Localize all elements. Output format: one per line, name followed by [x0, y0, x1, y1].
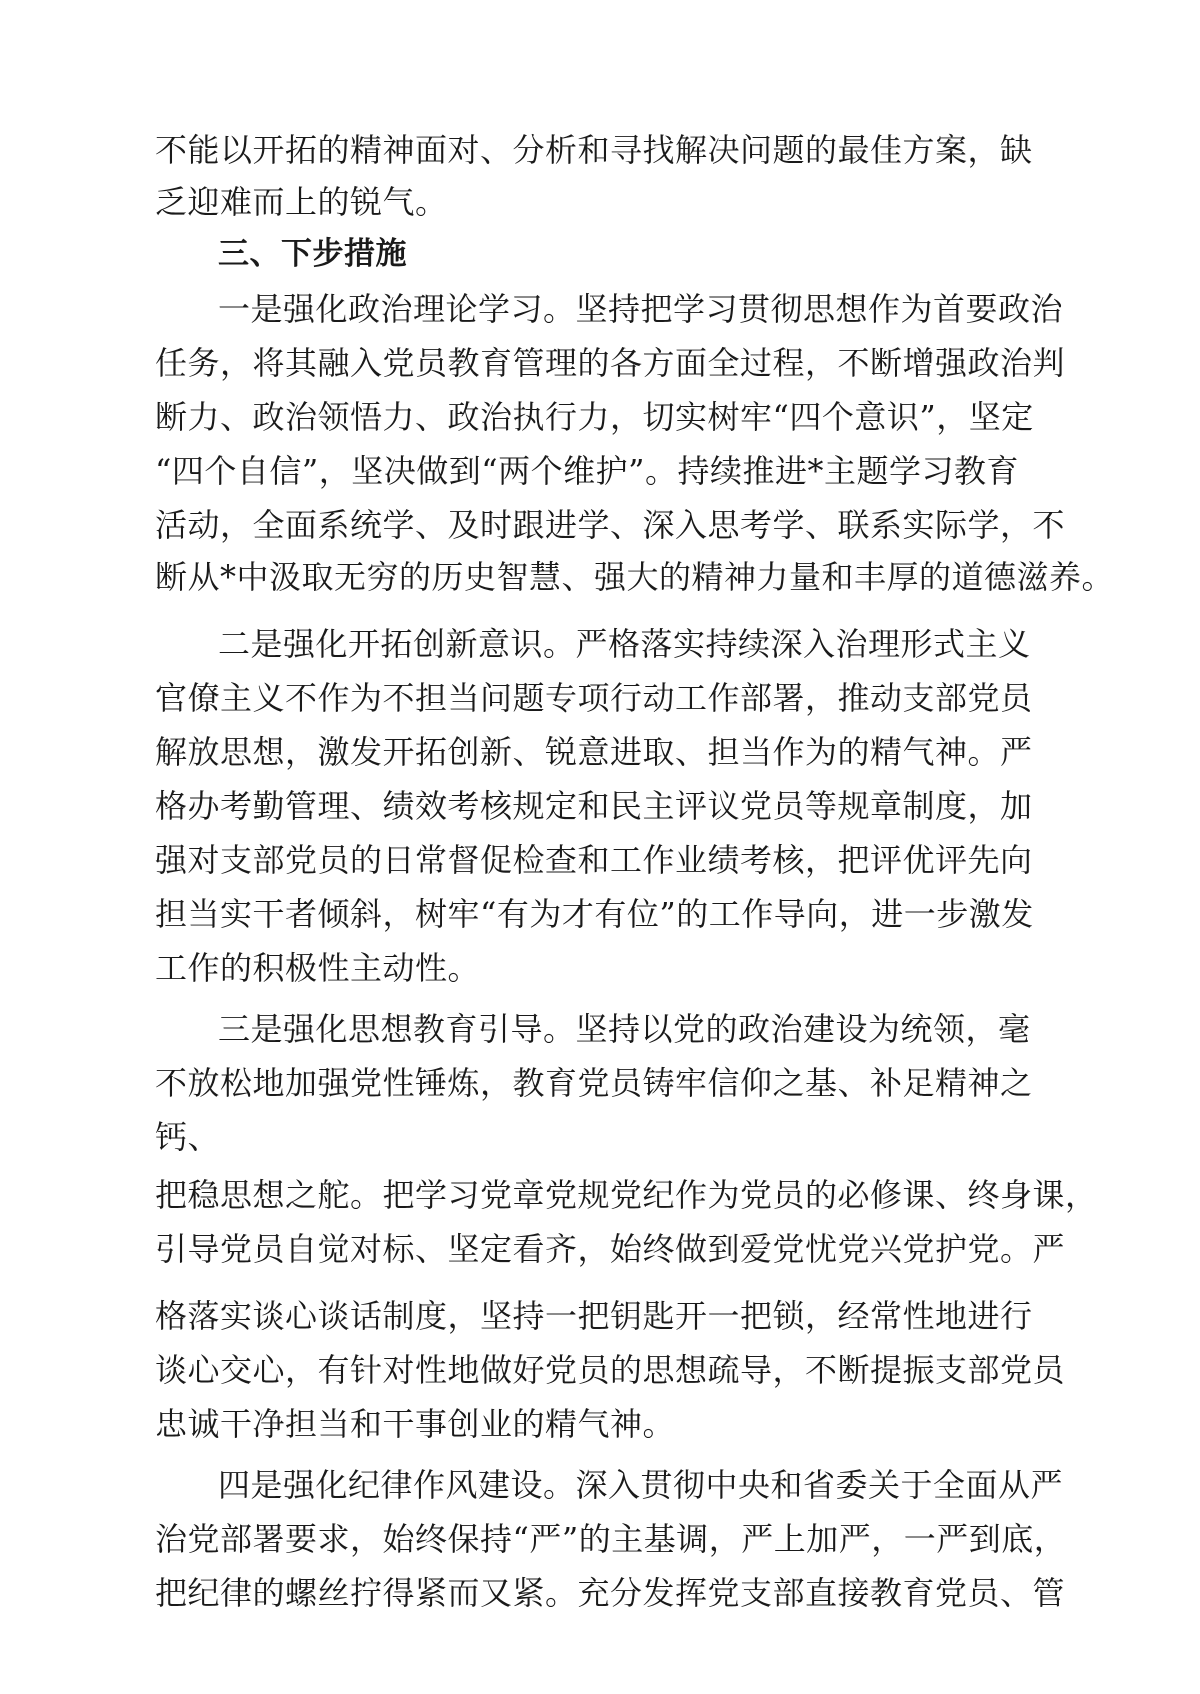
text-line: 格落实谈心谈话制度，坚持一把钥匙开一把锁，经常性地进行: [155, 1297, 1033, 1335]
text-line: 谈心交心，有针对性地做好党员的思想疏导，不断提振支部党员: [155, 1351, 1066, 1389]
text-line: 不能以开拓的精神面对、分析和寻找解决问题的最佳方案，缺: [155, 131, 1033, 169]
paragraph-2-start: 二是强化开拓创新意识。严格落实持续深入治理形式主义: [218, 625, 1031, 663]
paragraph-4-start: 四是强化纪律作风建设。深入贯彻中央和省委关于全面从严: [218, 1466, 1064, 1504]
paragraph-1-start: 一是强化政治理论学习。坚持把学习贯彻思想作为首要政治: [218, 290, 1064, 328]
text-line: 把纪律的螺丝拧得紧而又紧。充分发挥党支部直接教育党员、管: [155, 1574, 1066, 1612]
text-line: 治党部署要求，始终保持“严”的主基调，严上加严，一严到底，: [155, 1520, 1067, 1558]
text-line: 钙、: [155, 1118, 221, 1156]
text-line: 担当实干者倾斜，树牢“有为才有位”的工作导向，进一步激发: [155, 895, 1034, 933]
text-line: 任务，将其融入党员教育管理的各方面全过程，不断增强政治判: [155, 344, 1066, 382]
text-line: 活动，全面系统学、及时跟进学、深入思考学、联系实际学，不: [155, 506, 1066, 544]
text-line: 强对支部党员的日常督促检查和工作业绩考核，把评优评先向: [155, 841, 1033, 879]
text-line: “四个自信”，坚决做到“两个维护”。持续推进*主题学习教育: [155, 452, 1019, 490]
text-line: 断从*中汲取无穷的历史智慧、强大的精神力量和丰厚的道德滋养。: [155, 558, 1115, 596]
text-line: 忠诚干净担当和干事创业的精气神。: [155, 1405, 676, 1443]
text-line: 官僚主义不作为不担当问题专项行动工作部署，推动支部党员: [155, 679, 1033, 717]
section-heading: 三、下步措施: [218, 236, 407, 272]
text-line: 不放松地加强党性锤炼，教育党员铸牢信仰之基、补足精神之: [155, 1064, 1033, 1102]
text-line: 乏迎难而上的锐气。: [155, 183, 448, 221]
text-line: 工作的积极性主动性。: [155, 949, 481, 987]
text-line: 解放思想，激发开拓创新、锐意进取、担当作为的精气神。严: [155, 733, 1033, 771]
paragraph-3-start: 三是强化思想教育引导。坚持以党的政治建设为统领，毫: [218, 1010, 1031, 1048]
text-line: 引导党员自觉对标、坚定看齐，始终做到爱党忧党兴党护党。严: [155, 1230, 1066, 1268]
text-line: 断力、政治领悟力、政治执行力，切实树牢“四个意识”，坚定: [155, 398, 1034, 436]
text-line: 把稳思想之舵。把学习党章党规党纪作为党员的必修课、终身课，: [155, 1176, 1098, 1214]
text-line: 格办考勤管理、绩效考核规定和民主评议党员等规章制度，加: [155, 787, 1033, 825]
